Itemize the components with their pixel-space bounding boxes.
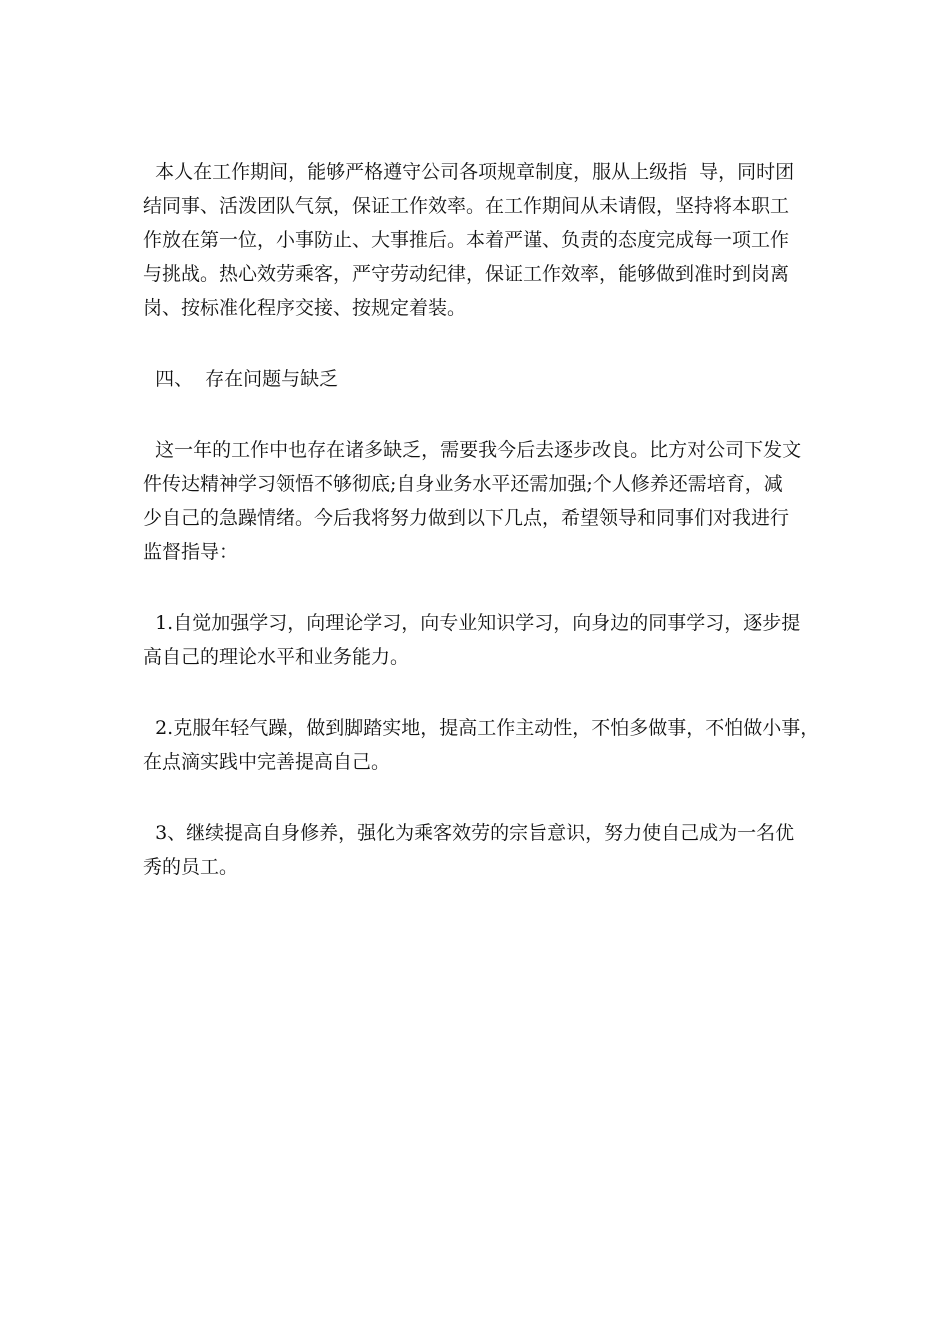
text-line: 结同事、活泼团队气氛，保证工作效率。在工作期间从未请假，坚持将本职工 — [143, 195, 790, 217]
paragraph-work-attitude — [143, 155, 813, 325]
text-line: 2.克服年轻气躁，做到脚踏实地，提高工作主动性，不怕多做事，不怕做小事， — [143, 717, 820, 739]
section-heading-problems — [143, 362, 813, 396]
text-line: 作放在第一位，小事防止、大事推后。本着严谨、负责的态度完成每一项工作 — [143, 229, 790, 251]
list-item-2 — [143, 711, 820, 779]
text-line: 在点滴实践中完善提高自己。 — [143, 751, 391, 773]
paragraph-spacer — [143, 325, 813, 362]
text-line: 高自己的理论水平和业务能力。 — [143, 646, 410, 668]
paragraph-spacer — [143, 779, 813, 816]
text-line: 1.自觉加强学习，向理论学习，向专业知识学习，向身边的同事学习，逐步提 — [143, 612, 801, 634]
text-line: 这一年的工作中也存在诸多缺乏，需要我今后去逐步改良。比方对公司下发文 — [143, 439, 802, 461]
text-line: 本人在工作期间，能够严格遵守公司各项规章制度，服从上级指 导，同时团 — [143, 161, 795, 183]
paragraph-shortcomings — [143, 433, 813, 569]
text-line: 监督指导： — [143, 541, 239, 563]
paragraph-spacer — [143, 674, 813, 711]
text-line: 件传达精神学习领悟不够彻底;自身业务水平还需加强;个人修养还需培育，减 — [143, 473, 783, 495]
heading-line: 四、 存在问题与缺乏 — [143, 368, 339, 390]
text-line: 3、继续提高自身修养，强化为乘客效劳的宗旨意识，努力使自己成为一名优 — [143, 822, 795, 844]
text-line: 与挑战。热心效劳乘客，严守劳动纪律，保证工作效率，能够做到准时到岗离 — [143, 263, 790, 285]
paragraph-spacer — [143, 569, 813, 606]
text-line: 少自己的急躁情绪。今后我将努力做到以下几点，希望领导和同事们对我进行 — [143, 507, 790, 529]
text-line: 秀的员工。 — [143, 856, 239, 878]
list-item-1 — [143, 606, 813, 674]
document-body — [143, 155, 820, 884]
paragraph-spacer — [143, 396, 813, 433]
list-item-3 — [143, 816, 813, 884]
text-line: 岗、按标准化程序交接、按规定着装。 — [143, 297, 467, 319]
